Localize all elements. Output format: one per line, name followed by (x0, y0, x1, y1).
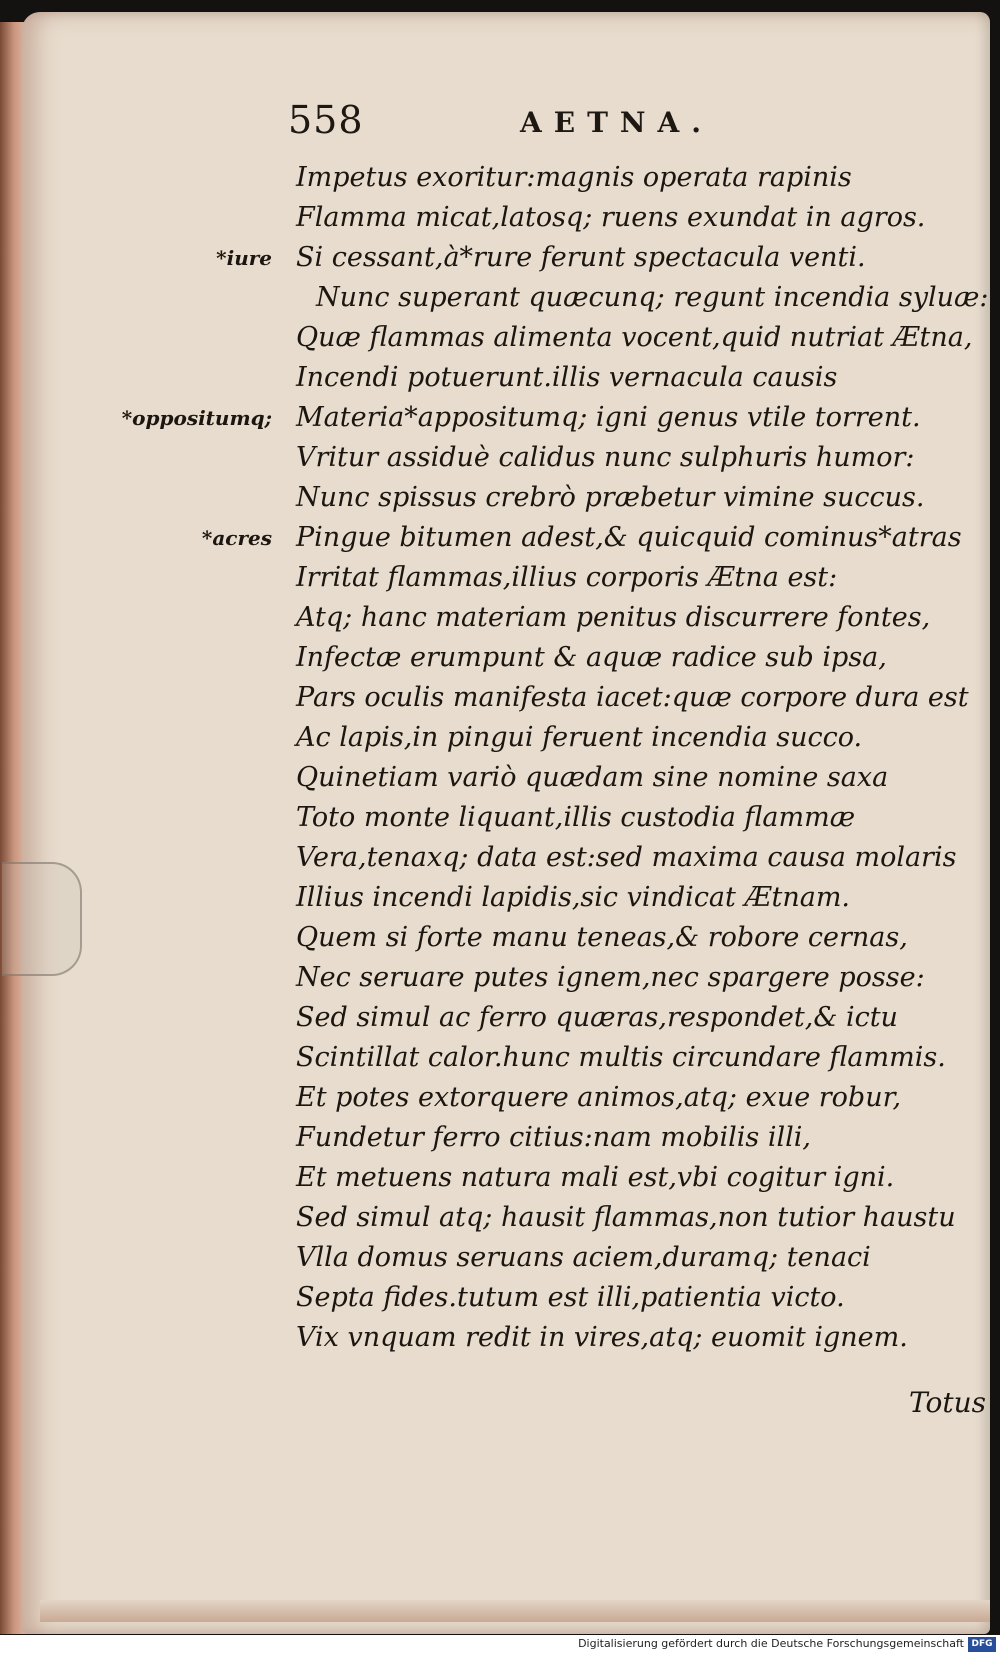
verse-line: Sed simul atq; hausit flammas,non tutior haustu (296, 1202, 956, 1233)
verse-line: Vritur assiduè calidus nunc sulphuris humor: (296, 442, 915, 473)
verse-line: Sed simul ac ferro quæras,respondet,& ictu (296, 1002, 898, 1033)
margin-note: *iure (216, 246, 272, 270)
verse-line: Quinetiam variò quædam sine nomine saxa (296, 762, 889, 793)
verse-line: Scintillat calor.hunc multis circundare flammis. (296, 1042, 946, 1073)
page-number: 558 (288, 98, 364, 142)
verse-line: Pingue bitumen adest,& quicquid cominus*atras (296, 522, 962, 553)
page-clip (2, 862, 82, 976)
footer-credit: Digitalisierung gefördert durch die Deutsche Forschungsgemeinschaft (578, 1637, 964, 1650)
verse-line: Toto monte liquant,illis custodia flammæ (296, 802, 856, 833)
verse-line: Et metuens natura mali est,vbi cogitur igni. (296, 1162, 895, 1193)
verse-line: Et potes extorquere animos,atq; exue robur, (296, 1082, 902, 1113)
dfg-logo: DFG (968, 1637, 996, 1652)
verse-line: Irritat flammas,illius corporis Ætna est: (296, 562, 838, 593)
verse-line: Nunc superant quæcunq; regunt incendia syluæ: (316, 282, 989, 313)
verse-line: Incendi potuerunt.illis vernacula causis (296, 362, 838, 393)
page-header (0, 98, 1000, 148)
verse-line: Vix vnquam redit in vires,atq; euomit ignem. (296, 1322, 908, 1353)
verse-line: Materia*appositumq; igni genus vtile torrent. (296, 402, 921, 433)
verse-line: Quæ flammas alimenta vocent,quid nutriat Ætna, (296, 322, 973, 353)
verse-line: Si cessant,à*rure ferunt spectacula venti. (296, 242, 866, 273)
catchword: Totus (908, 1386, 986, 1419)
verse-line: Nec seruare putes ignem,nec spargere posse: (296, 962, 925, 993)
verse-line: Quem si forte manu teneas,& robore cernas, (296, 922, 908, 953)
verse-line: Ac lapis,in pingui feruent incendia succo. (296, 722, 863, 753)
verse-line: Flamma micat,latosq; ruens exundat in agros. (296, 202, 926, 233)
verse-line: Vera,tenaxq; data est:sed maxima causa molaris (296, 842, 957, 873)
page-bottom-edge (40, 1600, 990, 1622)
verse-line: Septa fides.tutum est illi,patientia victo. (296, 1282, 845, 1313)
verse-line: Vlla domus seruans aciem,duramq; tenaci (296, 1242, 871, 1273)
verse-line: Nunc spissus crebrò præbetur vimine succus. (296, 482, 925, 513)
verse-line: Fundetur ferro citius:nam mobilis illi, (296, 1122, 811, 1153)
verse-line: Illius incendi lapidis,sic vindicat Ætnam. (296, 882, 851, 913)
verse-line: Atq; hanc materiam penitus discurrere fontes, (296, 602, 931, 633)
verse-line: Pars oculis manifesta iacet:quæ corpore dura est (296, 682, 969, 713)
verse-line: Impetus exoritur:magnis operata rapinis (296, 162, 852, 193)
running-head: AETNA. (520, 106, 713, 139)
margin-note: *acres (201, 526, 272, 550)
margin-note: *oppositumq; (121, 406, 272, 430)
footer-bar (0, 1635, 1000, 1655)
verse-line: Infectæ erumpunt & aquæ radice sub ipsa, (296, 642, 887, 673)
